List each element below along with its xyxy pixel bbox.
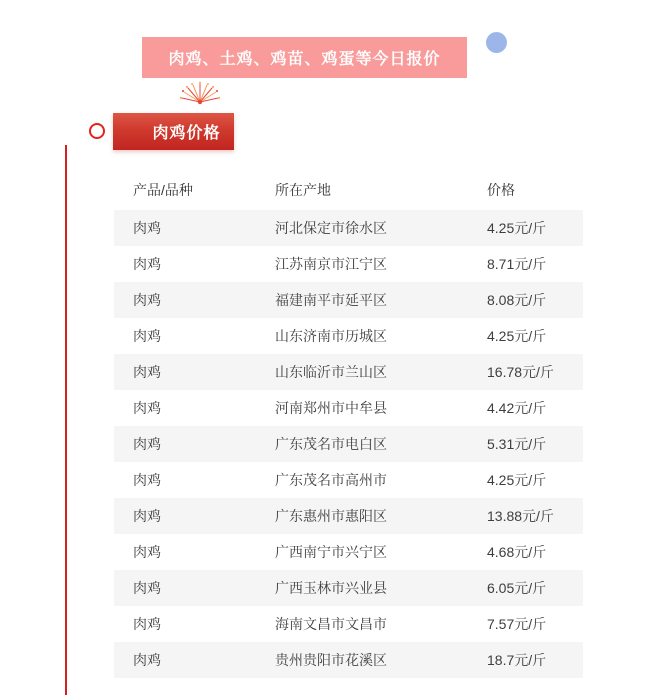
- cell-origin: 广西南宁市兴宁区: [275, 544, 387, 560]
- cell-product: 肉鸡: [133, 580, 161, 596]
- table-row: [114, 210, 583, 246]
- cell-product: 肉鸡: [133, 364, 161, 380]
- table-row: [114, 462, 583, 498]
- cell-price: 8.08元/斤: [487, 292, 547, 308]
- red-vertical-rule: [65, 145, 67, 695]
- cell-origin: 广东茂名市电白区: [275, 436, 387, 452]
- cell-origin: 山东济南市历城区: [275, 328, 387, 344]
- cell-price: 5.31元/斤: [487, 436, 547, 452]
- red-ring-decoration: [89, 123, 105, 139]
- cell-price: 4.25元/斤: [487, 472, 547, 488]
- table-row: [114, 354, 583, 390]
- table-row: [114, 246, 583, 282]
- cell-price: 7.57元/斤: [487, 616, 547, 632]
- cell-price: 6.05元/斤: [487, 580, 547, 596]
- blue-dot-decoration: [486, 32, 507, 53]
- cell-origin: 山东临沂市兰山区: [275, 364, 387, 380]
- table-row: [114, 282, 583, 318]
- cell-price: 4.25元/斤: [487, 220, 547, 236]
- cell-origin: 广东惠州市惠阳区: [275, 508, 387, 524]
- cell-product: 肉鸡: [133, 220, 161, 236]
- price-table: [114, 170, 583, 678]
- cell-product: 肉鸡: [133, 400, 161, 416]
- table-row: [114, 498, 583, 534]
- table-header-row: [114, 170, 583, 210]
- cell-origin: 广东茂名市高州市: [275, 472, 387, 488]
- cell-price: 18.7元/斤: [487, 652, 547, 668]
- table-row: [114, 534, 583, 570]
- section-badge-title: 肉鸡价格: [152, 125, 221, 142]
- cell-product: 肉鸡: [133, 328, 161, 344]
- table-row: [114, 570, 583, 606]
- cell-product: 肉鸡: [133, 616, 161, 632]
- cell-origin: 河南郑州市中牟县: [275, 400, 387, 416]
- table-row: [114, 606, 583, 642]
- headline-banner-title: 肉鸡、土鸡、鸡苗、鸡蛋等今日报价: [168, 51, 441, 68]
- cell-product: 肉鸡: [133, 508, 161, 524]
- cell-product: 肉鸡: [133, 292, 161, 308]
- cell-product: 肉鸡: [133, 436, 161, 452]
- cell-price: 4.42元/斤: [487, 400, 547, 416]
- cell-origin: 江苏南京市江宁区: [275, 256, 387, 272]
- cell-price: 8.71元/斤: [487, 256, 547, 272]
- cell-origin: 贵州贵阳市花溪区: [275, 652, 387, 668]
- cell-product: 肉鸡: [133, 544, 161, 560]
- section-badge: [113, 113, 234, 150]
- headline-banner: [142, 37, 467, 78]
- table-row: [114, 390, 583, 426]
- cell-origin: 广西玉林市兴业县: [275, 580, 387, 596]
- cell-product: 肉鸡: [133, 652, 161, 668]
- table-row: [114, 318, 583, 354]
- table-row: [114, 642, 583, 678]
- table-row: [114, 426, 583, 462]
- cell-product: 肉鸡: [133, 256, 161, 272]
- column-header-price: 价格: [487, 182, 515, 198]
- cell-product: 肉鸡: [133, 472, 161, 488]
- column-header-origin: 所在产地: [275, 182, 331, 198]
- cell-origin: 海南文昌市文昌市: [275, 616, 387, 632]
- cell-price: 16.78元/斤: [487, 364, 554, 380]
- cell-origin: 福建南平市延平区: [275, 292, 387, 308]
- cell-price: 4.68元/斤: [487, 544, 547, 560]
- cell-price: 13.88元/斤: [487, 508, 554, 524]
- cell-origin: 河北保定市徐水区: [275, 220, 387, 236]
- cell-price: 4.25元/斤: [487, 328, 547, 344]
- column-header-product: 产品/品种: [133, 182, 193, 198]
